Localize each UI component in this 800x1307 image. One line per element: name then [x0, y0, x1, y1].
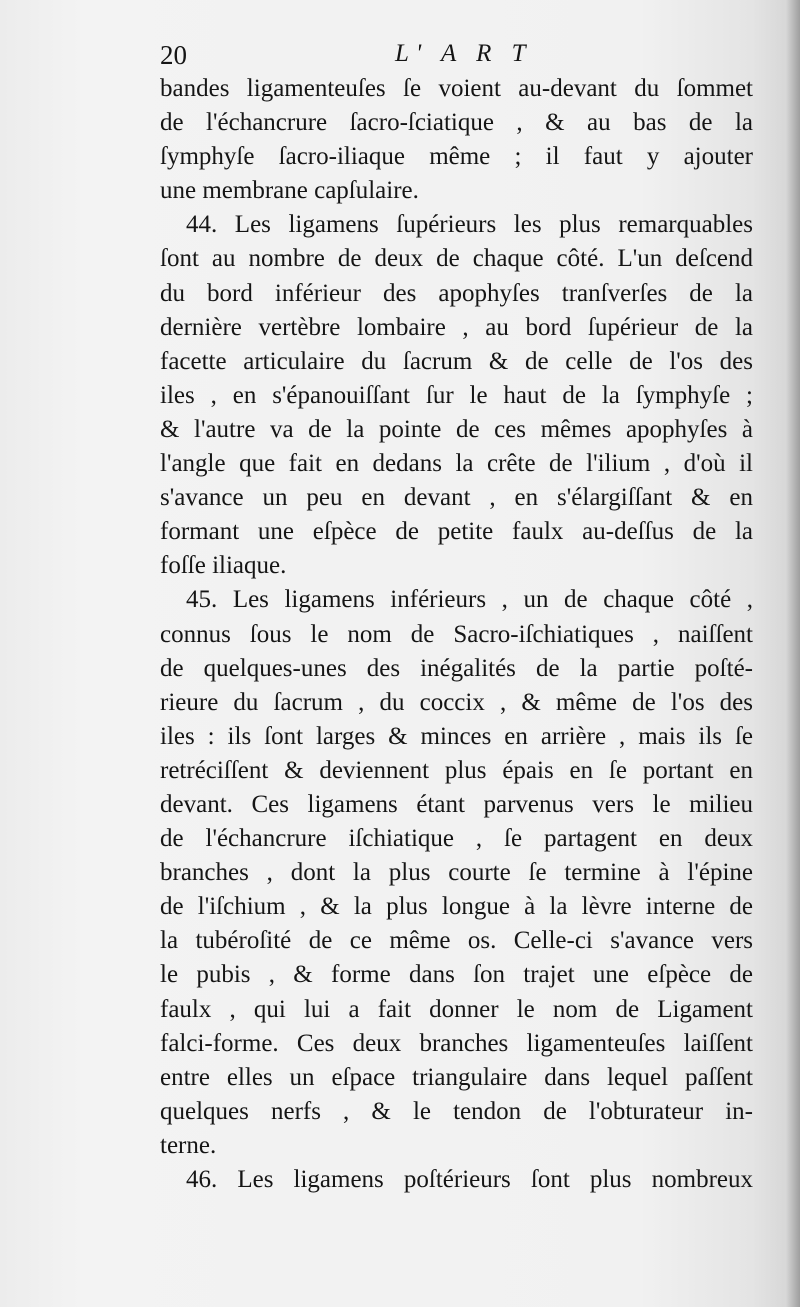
page-header	[160, 40, 760, 74]
text-line: une membrane capſulaire.	[160, 177, 419, 205]
text-line: du bord inférieur des apophyſes tranſverſes de la	[160, 279, 753, 307]
text-line: s'avance un peu en devant , en s'élargiſſant & en	[160, 484, 753, 512]
running-title: L' A R T	[395, 40, 533, 67]
text-line: ſont au nombre de deux de chaque côté. L'un deſcend	[160, 245, 753, 273]
text-line: entre elles un eſpace triangulaire dans lequel paſſent	[160, 1063, 753, 1091]
text-line: ſymphyſe ſacro-iliaque même ; il faut y ajouter	[160, 143, 753, 171]
text-line: de quelques-unes des inégalités de la partie poſté-	[160, 654, 753, 682]
text-line: l'angle que fait en dedans la crête de l'ilium , d'où il	[160, 450, 753, 478]
text-line: dernière vertèbre lombaire , au bord ſupérieur de la	[160, 313, 753, 341]
page-gutter-shadow	[786, 0, 800, 1307]
text-line: la tubéroſité de ce même os. Celle-ci s'avance vers	[160, 927, 753, 955]
text-line: retréciſſent & deviennent plus épais en ſe portant en	[160, 756, 753, 784]
text-line: facette articulaire du ſacrum & de celle de l'os des	[160, 347, 753, 375]
text-line: foſſe iliaque.	[160, 552, 287, 580]
paragraph-44-start: 44. Les ligamens ſupérieurs les plus remarquables	[186, 211, 753, 239]
text-line: quelques nerfs , & le tendon de l'obturateur in-	[160, 1097, 753, 1125]
text-line: iles : ils ſont larges & minces en arrière , mais ils ſe	[160, 722, 753, 750]
text-line: formant une eſpèce de petite faulx au-deſſus de la	[160, 518, 753, 546]
paragraph-45-start: 45. Les ligamens inférieurs , un de chaque côté ,	[186, 586, 753, 614]
page-number: 20	[160, 40, 187, 70]
text-line: terne.	[160, 1131, 217, 1159]
text-line: rieure du ſacrum , du coccix , & même de l'os des	[160, 688, 753, 716]
text-line: devant. Ces ligamens étant parvenus vers le milieu	[160, 790, 753, 818]
text-line: de l'iſchium , & la plus longue à la lèvre interne de	[160, 893, 753, 921]
text-line: iles , en s'épanouiſſant ſur le haut de la ſymphyſe ;	[160, 381, 753, 409]
text-line: le pubis , & forme dans ſon trajet une eſpèce de	[160, 961, 753, 989]
text-line: & l'autre va de la pointe de ces mêmes apophyſes à	[160, 415, 753, 443]
text-line: faulx , qui lui a fait donner le nom de Ligament	[160, 995, 753, 1023]
text-line: branches , dont la plus courte ſe termine à l'épine	[160, 859, 753, 887]
text-line: bandes ligamenteuſes ſe voient au-devant du ſommet	[160, 75, 753, 102]
text-line: de l'échancrure ſacro-ſciatique , & au bas de la	[160, 109, 753, 137]
text-line: falci-forme. Ces deux branches ligamenteuſes laiſſent	[160, 1029, 753, 1057]
text-line: connus ſous le nom de Sacro-iſchiatiques , naiſſent	[160, 620, 753, 648]
text-line: de l'échancrure iſchiatique , ſe partagent en deux	[160, 825, 753, 853]
paragraph-46-start: 46. Les ligamens poſtérieurs ſont plus nombreux	[186, 1166, 753, 1193]
body-text	[160, 72, 753, 1197]
